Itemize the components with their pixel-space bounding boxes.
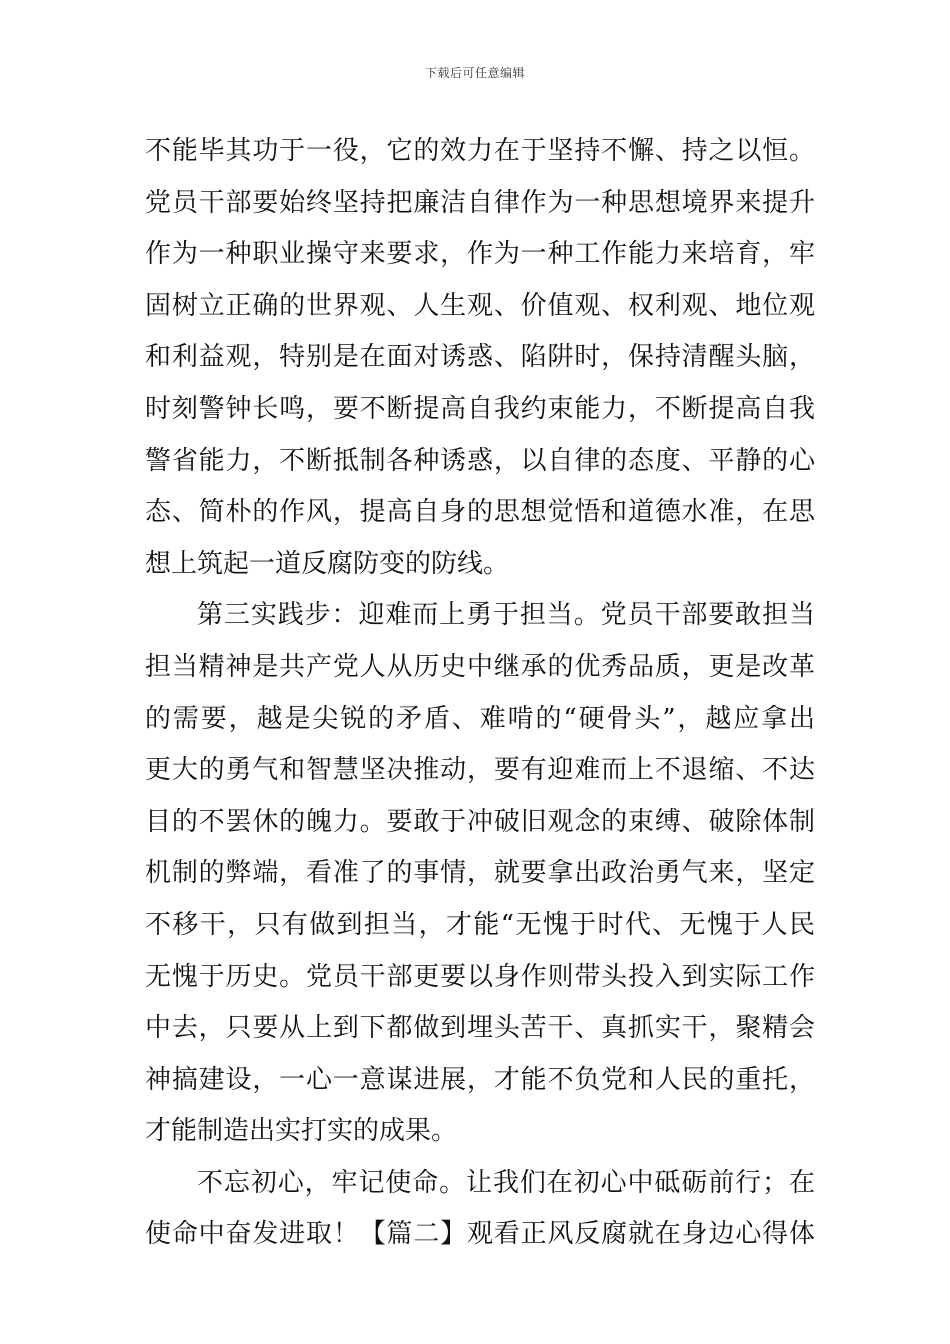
text-line: 使命中奋发进取！【篇二】观看正风反腐就在身边心得体 xyxy=(145,1219,815,1250)
text-line: 目的不罢休的魄力。要敢于冲破旧观念的束缚、破除体制 xyxy=(145,806,815,837)
text-line: 不能毕其功于一役，它的效力在于坚持不懈、持之以恒。 xyxy=(145,136,815,166)
text-line: 态、简朴的作风，提高自身的思想觉悟和道德水准，在思 xyxy=(145,497,815,528)
text-line: 警省能力，不断抵制各种诱惑，以自律的态度、平静的心 xyxy=(145,445,815,476)
paragraph xyxy=(145,126,815,590)
text-line: 无愧于历史。党员干部更要以身作则带头投入到实际工作 xyxy=(145,961,815,992)
text-line: 第三实践步：迎难而上勇于担当。党员干部要敢担当 xyxy=(197,600,815,631)
text-line: 的需要，越是尖锐的矛盾、难啃的“硬骨头”，越应拿出 xyxy=(145,703,815,734)
text-line: 党员干部要始终坚持把廉洁自律作为一种思想境界来提升 xyxy=(145,187,815,218)
text-line: 时刻警钟长鸣，要不断提高自我约束能力，不断提高自我 xyxy=(145,393,815,424)
text-line: 作为一种职业操守来要求，作为一种工作能力来培育，牢 xyxy=(145,239,815,270)
text-line: 和利益观，特别是在面对诱惑、陷阱时，保持清醒头脑， xyxy=(145,342,815,373)
text-line: 中去，只要从上到下都做到埋头苦干、真抓实干，聚精会 xyxy=(145,1013,815,1044)
paragraph xyxy=(145,590,815,1158)
text-line: 不移干，只有做到担当，才能“无愧于时代、无愧于人民 xyxy=(145,909,815,940)
text-line: 机制的弊端，看准了的事情，就要拿出政治勇气来，坚定 xyxy=(145,858,815,889)
text-line: 神搞建设，一心一意谋进展，才能不负党和人民的重托， xyxy=(145,1064,815,1095)
text-line: 更大的勇气和智慧坚决推动，要有迎难而上不退缩、不达 xyxy=(145,755,815,786)
text-line: 不忘初心，牢记使命。让我们在初心中砥砺前行；在 xyxy=(197,1167,815,1198)
text-line: 才能制造出实打实的成果。 xyxy=(145,1116,458,1147)
paragraph xyxy=(145,1158,815,1261)
document-body xyxy=(145,126,815,1261)
text-line: 担当精神是共产党人从历史中继承的优秀品质，更是改革 xyxy=(145,651,815,682)
text-line: 想上筑起一道反腐防变的防线。 xyxy=(145,548,510,579)
page-header: 下载后可任意编辑 xyxy=(424,66,525,80)
text-line: 固树立正确的世界观、人生观、价值观、权利观、地位观 xyxy=(145,290,815,321)
